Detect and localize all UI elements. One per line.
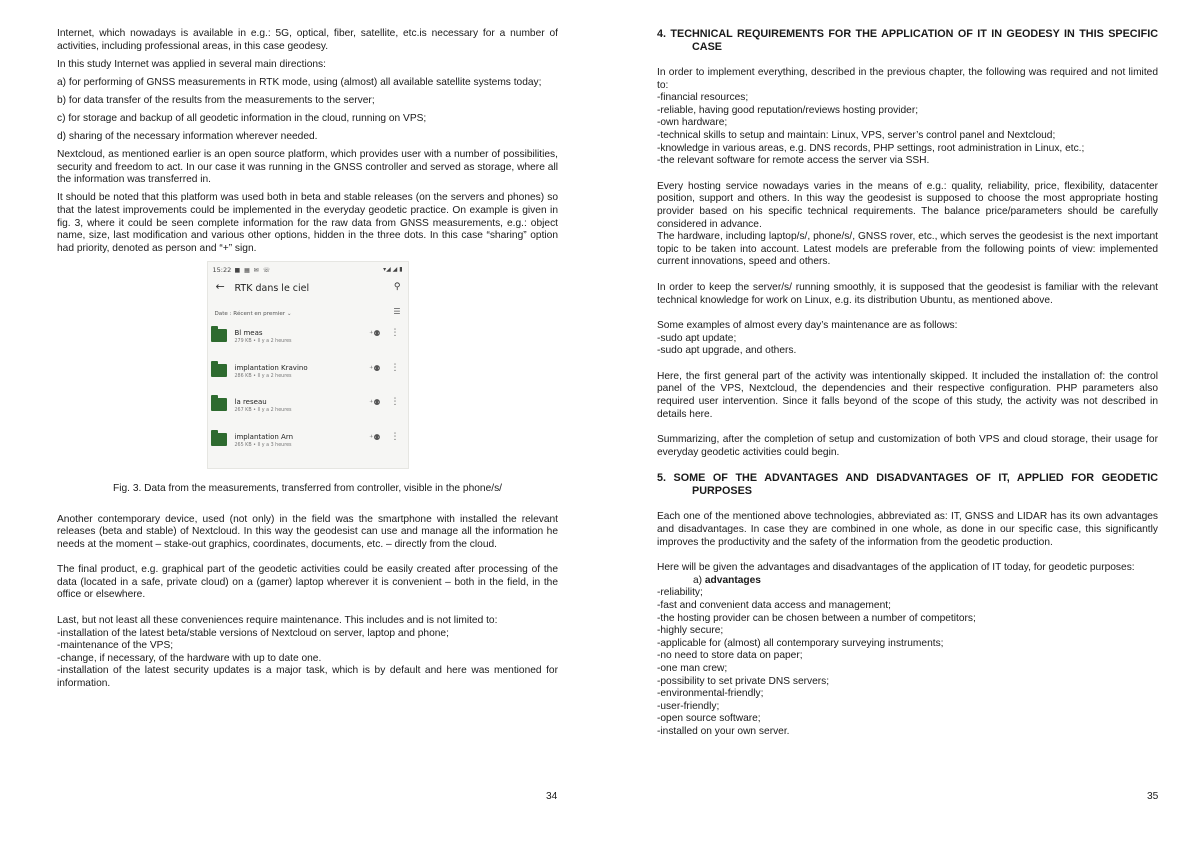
text-line: Here will be given the advantages and disadvantages of the application of IT today, for geodetic purposes: bbox=[657, 562, 1135, 574]
item-name: implantation Kravino bbox=[234, 363, 308, 372]
list-item: -technical skills to setup and maintain: Linux, VPS, server’s control panel and Nextcloud; bbox=[657, 129, 1056, 141]
text-line: Last, but not least all these conveniences require maintenance. This includes and is not limited to: bbox=[57, 615, 498, 627]
more-options-icon: ⋮ bbox=[390, 431, 400, 442]
list-item: -own hardware; bbox=[657, 117, 728, 129]
more-options-icon: ⋮ bbox=[390, 327, 400, 338]
list-item: -sudo apt update; bbox=[657, 332, 737, 344]
list-item: -applicable for (almost) all contemporary surveying instruments; bbox=[657, 637, 944, 649]
folder-icon bbox=[211, 329, 227, 342]
list-item: -maintenance of the VPS; bbox=[57, 640, 174, 652]
text-line: Every hosting service nowadays varies in the means of e.g.: quality, reliability, price, flexibility, datacenter position, support and others. In this way the geodesist is supposed to choose the most appropriate hosting provider based on his specific technical requirements. The balance price/parameters should be carefully considered in advance. bbox=[657, 180, 1158, 230]
paragraph: Each one of the mentioned above technologies, abbreviated as: IT, GNSS and LIDAR has its own advantages and disadvantages. In case they are combined in one whole, as done in our specific case, this significantly improves the productivity and the safety of the information from the geodetic production. bbox=[657, 511, 1158, 548]
share-person-plus-icon: ⁺⚉ bbox=[369, 397, 381, 407]
paragraph bbox=[657, 320, 1158, 358]
paragraph bbox=[657, 67, 1158, 168]
page-number: 35 bbox=[1147, 791, 1159, 802]
status-time: 15:22 bbox=[212, 265, 232, 274]
left-column bbox=[57, 28, 558, 691]
list-item: -highly secure; bbox=[657, 625, 724, 637]
list-item: -the relevant software for remote access the server via SSH. bbox=[657, 155, 930, 167]
list-item: -change, if necessary, of the hardware with up to date one. bbox=[57, 652, 322, 664]
more-options-icon: ⋮ bbox=[390, 396, 400, 407]
phone-screenshot-figure bbox=[207, 261, 409, 469]
paragraph bbox=[657, 181, 1158, 269]
paragraph: a) for performing of GNSS measurements in RTK mode, using (almost) all available satellite systems today; bbox=[57, 76, 542, 88]
share-person-plus-icon: ⁺⚉ bbox=[369, 328, 381, 338]
list-item bbox=[208, 357, 408, 387]
paragraph: In order to keep the server/s/ running smoothly, it is supposed that the geodesist is familiar with the relevant technical knowledge for work on Linux, e.g. its distribution Ubuntu, as mentioned above. bbox=[657, 281, 1158, 306]
list-item: -installed on your own server. bbox=[657, 725, 790, 737]
section-heading-5: 5. SOME OF THE ADVANTAGES AND DISADVANTAGES OF IT, APPLIED FOR GEODETIC PURPOSES bbox=[657, 472, 1158, 498]
more-options-icon: ⋮ bbox=[390, 362, 400, 373]
paragraph: Nextcloud, as mentioned earlier is an open source platform, which provides user with a number of possibilities, security and freedom to act. In our case it was running in the GNSS controller and served as storage, where all the information was transferred in. bbox=[57, 149, 558, 186]
subheading-advantages: a) advantages bbox=[693, 574, 761, 586]
paragraph: Internet, which nowadays is available in e.g.: 5G, optical, fiber, satellite, etc.is necessary for a number of activities, including professional areas, in this case geodesy. bbox=[57, 28, 558, 52]
list-item: -financial resources; bbox=[657, 92, 749, 104]
signal-icons: ▾◢ ◢ ▮ bbox=[383, 265, 403, 273]
item-name: implantation Arn bbox=[234, 432, 294, 441]
item-meta: 267 KB • Il y a 2 heures bbox=[234, 407, 292, 413]
paragraph: d) sharing of the necessary information wherever needed. bbox=[57, 131, 318, 143]
paragraph: Here, the first general part of the activity was intentionally skipped. It included the installation of: the control panel of the VPS, Nextcloud, the dependencies and their respective configuration. PHP parameters also required user intervention. Since it falls beyond of the scope of this study, the activity was not described in details here. bbox=[657, 370, 1158, 420]
list-view-icon: ☰ bbox=[393, 306, 401, 316]
figure-caption: Fig. 3. Data from the measurements, transferred from controller, visible in the phone/s/ bbox=[113, 482, 502, 494]
paragraph bbox=[657, 562, 1158, 738]
right-column bbox=[657, 28, 1158, 739]
paragraph: Another contemporary device, used (not only) in the field was the smartphone with installed the relevant releases (beta and stable) of Nextcloud. In this way the geodesist can use and manage all the information he needs at the moment – stake-out graphics, coordinates, documents, etc. – directly from the cloud. bbox=[57, 513, 558, 550]
item-meta: 279 KB • Il y a 2 heures bbox=[234, 338, 292, 344]
list-item: -user-friendly; bbox=[657, 700, 720, 712]
list-item: -reliable, having good reputation/reviews hosting provider; bbox=[657, 104, 919, 116]
page-number: 34 bbox=[546, 791, 558, 802]
share-person-plus-icon: ⁺⚉ bbox=[369, 363, 381, 373]
paragraph: b) for data transfer of the results from the measurements to the server; bbox=[57, 94, 375, 106]
list-item bbox=[208, 391, 408, 421]
paragraph: In this study Internet was applied in several main directions: bbox=[57, 58, 326, 70]
text-line: In order to implement everything, described in the previous chapter, the following was required and not limited to: bbox=[657, 67, 1158, 91]
item-meta: 286 KB • Il y a 2 heures bbox=[234, 373, 292, 379]
paragraph: c) for storage and backup of all geodetic information in the cloud, running on VPS; bbox=[57, 112, 427, 124]
section-heading-4: 4. TECHNICAL REQUIREMENTS FOR THE APPLICATION OF IT IN GEODESY IN THIS SPECIFIC CASE bbox=[657, 28, 1158, 53]
folder-icon bbox=[211, 364, 227, 377]
list-item: -installation of the latest security updates is a major task, which is by default and here was mentioned for information. bbox=[57, 665, 558, 690]
paragraph: Summarizing, after the completion of setup and customization of both VPS and cloud storage, their usage for everyday geodetic activities could begin. bbox=[657, 434, 1158, 458]
list-item: -the hosting provider can be chosen between a number of competitors; bbox=[657, 612, 976, 624]
list-item: -one man crew; bbox=[657, 662, 728, 674]
paragraph: The final product, e.g. graphical part of the geodetic activities could be easily created after processing of the data (located in a safe, private cloud) on a (gamer) laptop wherever it is convenient – both in the field, in the office or elsewhere. bbox=[57, 564, 558, 601]
text-line: The hardware, including laptop/s/, phone/s/, GNSS rover, etc., which serves the geodesist is the next important topic to be taken into account. Latest models are preferable from the following points of view: implemented current innovations, speed and others. bbox=[657, 231, 1158, 268]
search-icon: ⚲ bbox=[393, 281, 401, 292]
item-name: la reseau bbox=[234, 397, 267, 406]
list-item bbox=[208, 322, 408, 352]
list-item: -reliability; bbox=[657, 587, 703, 599]
paragraph: It should be noted that this platform was used both in beta and stable releases (on the servers and phones) so that the latest improvements could be implemented in the everyday geodetic practice. On example is given in fig. 3, where it could be seen complete information for the raw data from GNSS measurements, e.g.: object name, size, last modification and various other options, hidden in the three dots. In this case “sharing” option had priority, denoted as person and “+” sign. bbox=[57, 192, 558, 254]
text-line: Some examples of almost every day’s maintenance are as follows: bbox=[657, 320, 958, 332]
list-item: -installation of the latest beta/stable versions of Nextcloud on server, laptop and phone; bbox=[57, 627, 449, 639]
list-item: -open source software; bbox=[657, 713, 761, 725]
notification-icons: ■ ▦ ✉ ☏ bbox=[234, 266, 272, 274]
folder-icon bbox=[211, 398, 227, 411]
phone-app-bar bbox=[208, 278, 408, 300]
share-person-plus-icon: ⁺⚉ bbox=[369, 432, 381, 442]
sort-label: Date : Récent en premier ⌄ bbox=[214, 310, 292, 317]
list-item bbox=[208, 426, 408, 456]
list-item: -environmental-friendly; bbox=[657, 688, 764, 700]
list-item: -possibility to set private DNS servers; bbox=[657, 675, 830, 687]
list-item: -knowledge in various areas, e.g. DNS records, PHP settings, root administration in Linux, etc.; bbox=[657, 142, 1085, 154]
item-name: Bl meas bbox=[234, 328, 263, 337]
folder-title: RTK dans le ciel bbox=[234, 282, 310, 294]
page-35 bbox=[600, 0, 1200, 849]
list-item: -sudo apt upgrade, and others. bbox=[657, 345, 797, 357]
paragraph bbox=[57, 615, 558, 691]
folder-icon bbox=[211, 433, 227, 446]
list-item: -no need to store data on paper; bbox=[657, 650, 803, 662]
back-arrow-icon: ← bbox=[215, 279, 225, 293]
list-item: -fast and convenient data access and management; bbox=[657, 600, 891, 611]
item-meta: 265 KB • Il y a 3 heures bbox=[234, 442, 292, 448]
